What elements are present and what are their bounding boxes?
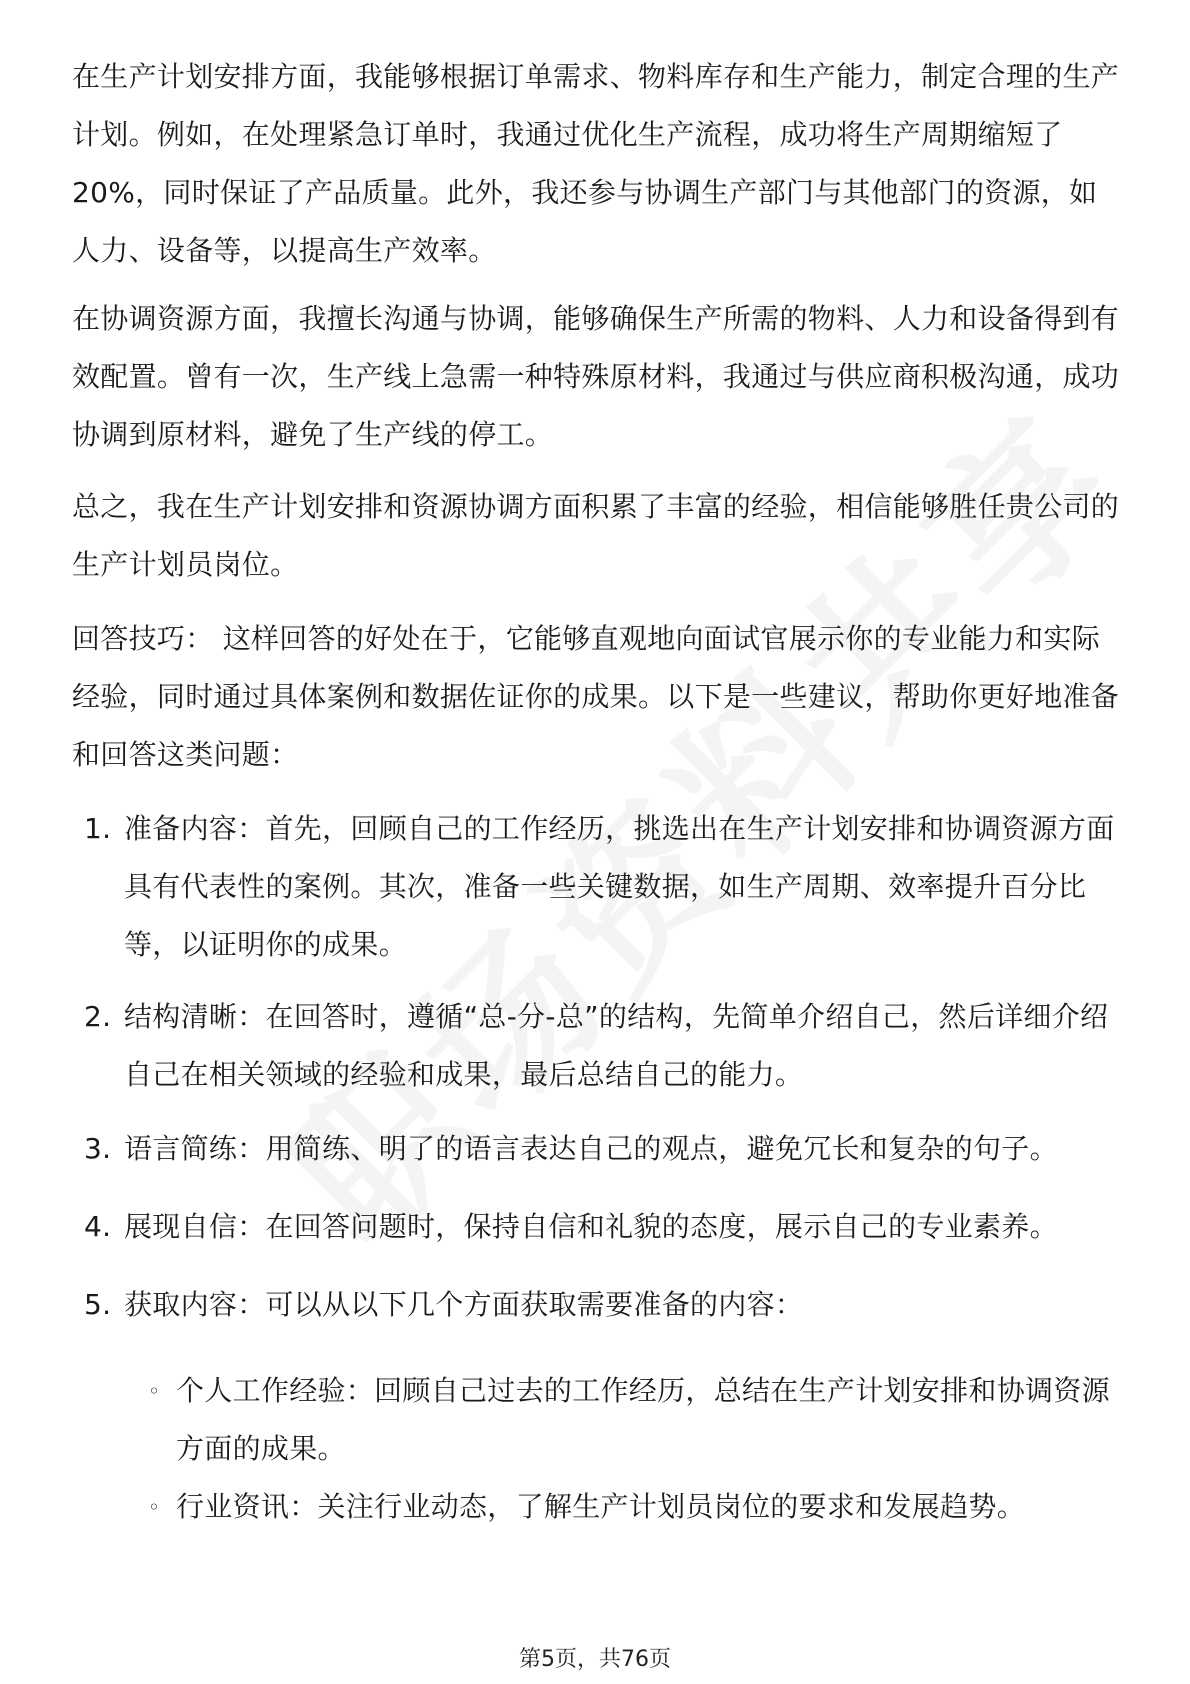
list-item — [84, 1120, 1120, 1178]
list-item-number: 4. — [84, 1210, 112, 1243]
list-item-text: 语言简练：用简练、明了的语言表达自己的观点，避免冗长和复杂的句子。 — [124, 1132, 1058, 1165]
list-item-text: 结构清晰：在回答时，遵循“总-分-总”的结构，先简单介绍自己，然后详细介绍自己在相关领域的经验和成果，最后总结自己的能力。 — [124, 1000, 1109, 1091]
list-item-text: 展现自信：在回答问题时，保持自信和礼貌的态度，展示自己的专业素养。 — [124, 1210, 1058, 1243]
list-item-text: 准备内容：首先，回顾自己的工作经历，挑选出在生产计划安排和协调资源方面具有代表性的案例。其次，准备一些关键数据，如生产周期、效率提升百分比等，以证明你的成果。 — [124, 812, 1115, 961]
list-item-text: 获取内容：可以从以下几个方面获取需要准备的内容： — [124, 1288, 804, 1321]
list-item-number: 5. — [84, 1288, 112, 1321]
list-item-number: 2. — [84, 1000, 112, 1033]
paragraph-summary: 总之，我在生产计划安排和资源协调方面积累了丰富的经验，相信能够胜任贵公司的生产计划员岗位。 — [72, 490, 1120, 581]
list-item-number: 1. — [84, 812, 112, 845]
list-item — [84, 1198, 1120, 1256]
paragraph-answer-tips: 回答技巧： 这样回答的好处在于，它能够直观地向面试官展示你的专业能力和实际经验，同时通过具体案例和数据佐证你的成果。以下是一些建议，帮助你更好地准备和回答这类问题： — [72, 622, 1120, 771]
sub-list-item-text: 行业资讯：关注行业动态，了解生产计划员岗位的要求和发展趋势。 — [176, 1490, 1026, 1523]
list-item — [84, 800, 1120, 974]
list-item — [84, 988, 1120, 1104]
paragraph-resource-coordination: 在协调资源方面，我擅长沟通与协调，能够确保生产所需的物料、人力和设备得到有效配置。曾有一次，生产线上急需一种特殊原材料，我通过与供应商积极沟通，成功协调到原材料，避免了生产线的停工。 — [72, 302, 1120, 451]
hollow-circle-bullet-icon: ◦ — [148, 1495, 161, 1519]
sub-list-item — [148, 1478, 1120, 1536]
hollow-circle-bullet-icon: ◦ — [148, 1379, 161, 1403]
list-item-number: 3. — [84, 1132, 112, 1165]
list-item — [84, 1276, 1120, 1334]
sub-list-item-text: 个人工作经验：回顾自己过去的工作经历，总结在生产计划安排和协调资源方面的成果。 — [176, 1374, 1110, 1465]
sub-list-item — [148, 1362, 1120, 1478]
paragraph-production-planning: 在生产计划安排方面，我能够根据订单需求、物料库存和生产能力，制定合理的生产计划。例如，在处理紧急订单时，我通过优化生产流程，成功将生产周期缩短了20%，同时保证了产品质量。此外，我还参与协调生产部门与其他部门的资源，如人力、设备等，以提高生产效率。 — [72, 60, 1120, 267]
page-number-footer: 第5页，共76页 — [519, 1647, 671, 1672]
